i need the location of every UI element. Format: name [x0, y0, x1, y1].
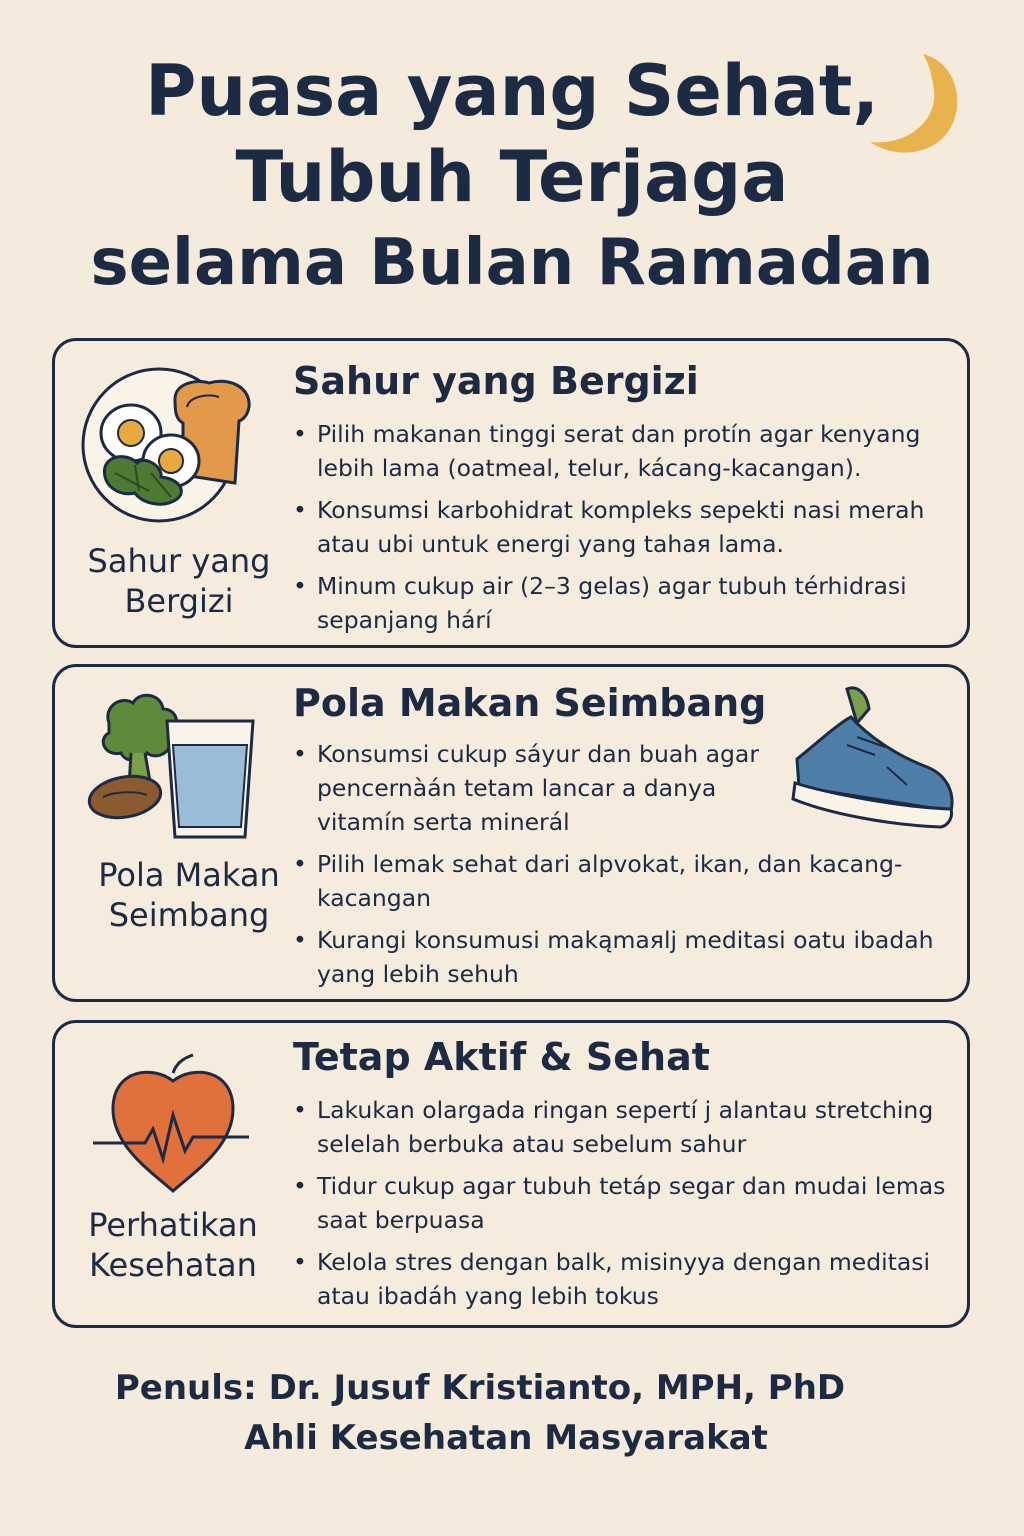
card-tetap-aktif — [52, 1020, 970, 1328]
author-role: Ahli Kesehatan Masyarakat — [244, 1418, 768, 1458]
bullet-item: • Tidur cukup agar tubuh tetáp segar dan mudai lemas saat berpuasa — [293, 1169, 963, 1237]
bullets-pola — [293, 737, 934, 999]
sneaker-icon — [787, 683, 957, 833]
side-label-sahur: Sahur yang Bergizi — [87, 542, 271, 620]
bullet-item: • Minum cukup air (2–3 gelas) agar tubuh térhidrasi sepanjang hárí — [293, 569, 953, 637]
title-line-1: Puasa yang Sehat, — [145, 50, 879, 132]
bullets-aktif — [293, 1093, 963, 1321]
card-sahur — [52, 338, 970, 648]
bullet-item: • Pilih lemak sehat dari alpvokat, ikan, dan kacang-kacangan — [293, 847, 937, 915]
bullets-sahur — [293, 417, 953, 645]
heading-sahur: Sahur yang Bergizi — [293, 359, 699, 403]
broccoli-water-glass-icon — [85, 687, 265, 847]
side-label-kesehatan: Perhatikan Kesehatan — [88, 1206, 258, 1284]
card-pola-makan — [52, 664, 970, 1002]
bullet-item: • Pilih makanan tinggi serat dan protín agar kenyang lebih lama (oatmeal, telur, kácang-kacangan). — [293, 417, 953, 485]
crescent-moon-icon — [868, 50, 968, 160]
bullet-item: • Lakukan olargada ringan sepertí j alantau stretching selelah berbuka atau sebelum sahur — [293, 1093, 963, 1161]
bullet-item: • Konsumsi cukup sáyur dan buah agar pencernàán tetam lancar a danya vitamín serta minerál — [293, 737, 793, 839]
heading-pola: Pola Makan Seimbang — [293, 681, 767, 725]
heart-pulse-icon — [93, 1051, 253, 1201]
bullet-item: • Kelola stres dengan balk, misinyya dengan meditasi atau ibadáh yang lebih tokus — [293, 1245, 963, 1313]
title-line-3: selama Bulan Ramadan — [90, 226, 934, 300]
bullet-item: • Kurangi konsumusi makąmaяlj meditasi oatu ibadah yang lebih sehuh — [293, 923, 937, 991]
bullet-item: • Konsumsi karbohidrat kompleks sepekti nasi merah atau ubi untuk energi yang tahaя lama. — [293, 493, 953, 561]
breakfast-plate-icon — [79, 363, 269, 528]
side-label-pola: Pola Makan Seimbang — [98, 856, 280, 934]
heading-aktif: Tetap Aktif & Sehat — [293, 1035, 710, 1079]
title-line-2: Tubuh Terjaga — [235, 136, 789, 218]
author-name: Penuls: Dr. Jusuf Kristianto, MPH, PhD — [114, 1368, 846, 1408]
